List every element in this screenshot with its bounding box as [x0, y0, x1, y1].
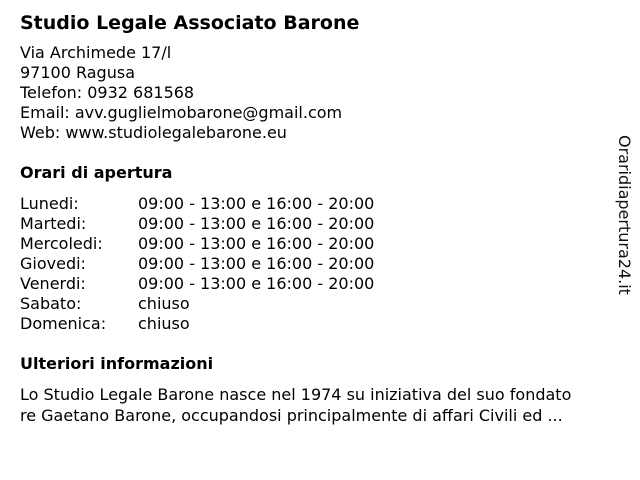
hours-time: 09:00 - 13:00 e 16:00 - 20:00	[138, 194, 375, 213]
hours-day: Martedi:	[20, 214, 87, 233]
hours-day: Sabato:	[20, 294, 82, 313]
contact-block	[20, 43, 342, 143]
hours-row-martedi	[20, 214, 374, 234]
hours-time: 09:00 - 13:00 e 16:00 - 20:00	[138, 214, 375, 233]
hours-time: chiuso	[138, 314, 190, 333]
description-line: re Gaetano Barone, occupandosi principalmente di affari Civili ed ...	[20, 406, 563, 425]
opening-hours-table	[20, 194, 374, 334]
hours-day: Venerdi:	[20, 274, 86, 293]
site-watermark: Oraridiapertura24.it	[615, 135, 634, 295]
web-line: Web: www.studiolegalebarone.eu	[20, 123, 287, 142]
city-line: 97100 Ragusa	[20, 63, 135, 82]
hours-day: Domenica:	[20, 314, 107, 333]
hours-day: Lunedi:	[20, 194, 79, 213]
description-line: Lo Studio Legale Barone nasce nel 1974 su iniziativa del suo fondato	[20, 385, 572, 404]
phone-line: Telefon: 0932 681568	[20, 83, 195, 102]
hours-time: 09:00 - 13:00 e 16:00 - 20:00	[138, 254, 375, 273]
opening-hours-heading: Orari di apertura	[20, 163, 173, 182]
further-info-heading: Ulteriori informazioni	[20, 354, 214, 373]
email-line: Email: avv.guglielmobarone@gmail.com	[20, 103, 343, 122]
address-line: Via Archimede 17/l	[20, 43, 172, 62]
hours-time: chiuso	[138, 294, 190, 313]
hours-row-venerdi	[20, 274, 374, 294]
hours-row-domenica	[20, 314, 374, 334]
hours-time: 09:00 - 13:00 e 16:00 - 20:00	[138, 234, 375, 253]
hours-row-lunedi	[20, 194, 374, 214]
hours-row-sabato	[20, 294, 374, 314]
hours-row-giovedi	[20, 254, 374, 274]
business-name: Studio Legale Associato Barone	[20, 12, 360, 34]
hours-day: Giovedi:	[20, 254, 86, 273]
hours-time: 09:00 - 13:00 e 16:00 - 20:00	[138, 274, 375, 293]
hours-day: Mercoledi:	[20, 234, 103, 253]
hours-row-mercoledi	[20, 234, 374, 254]
description-text	[20, 384, 620, 426]
